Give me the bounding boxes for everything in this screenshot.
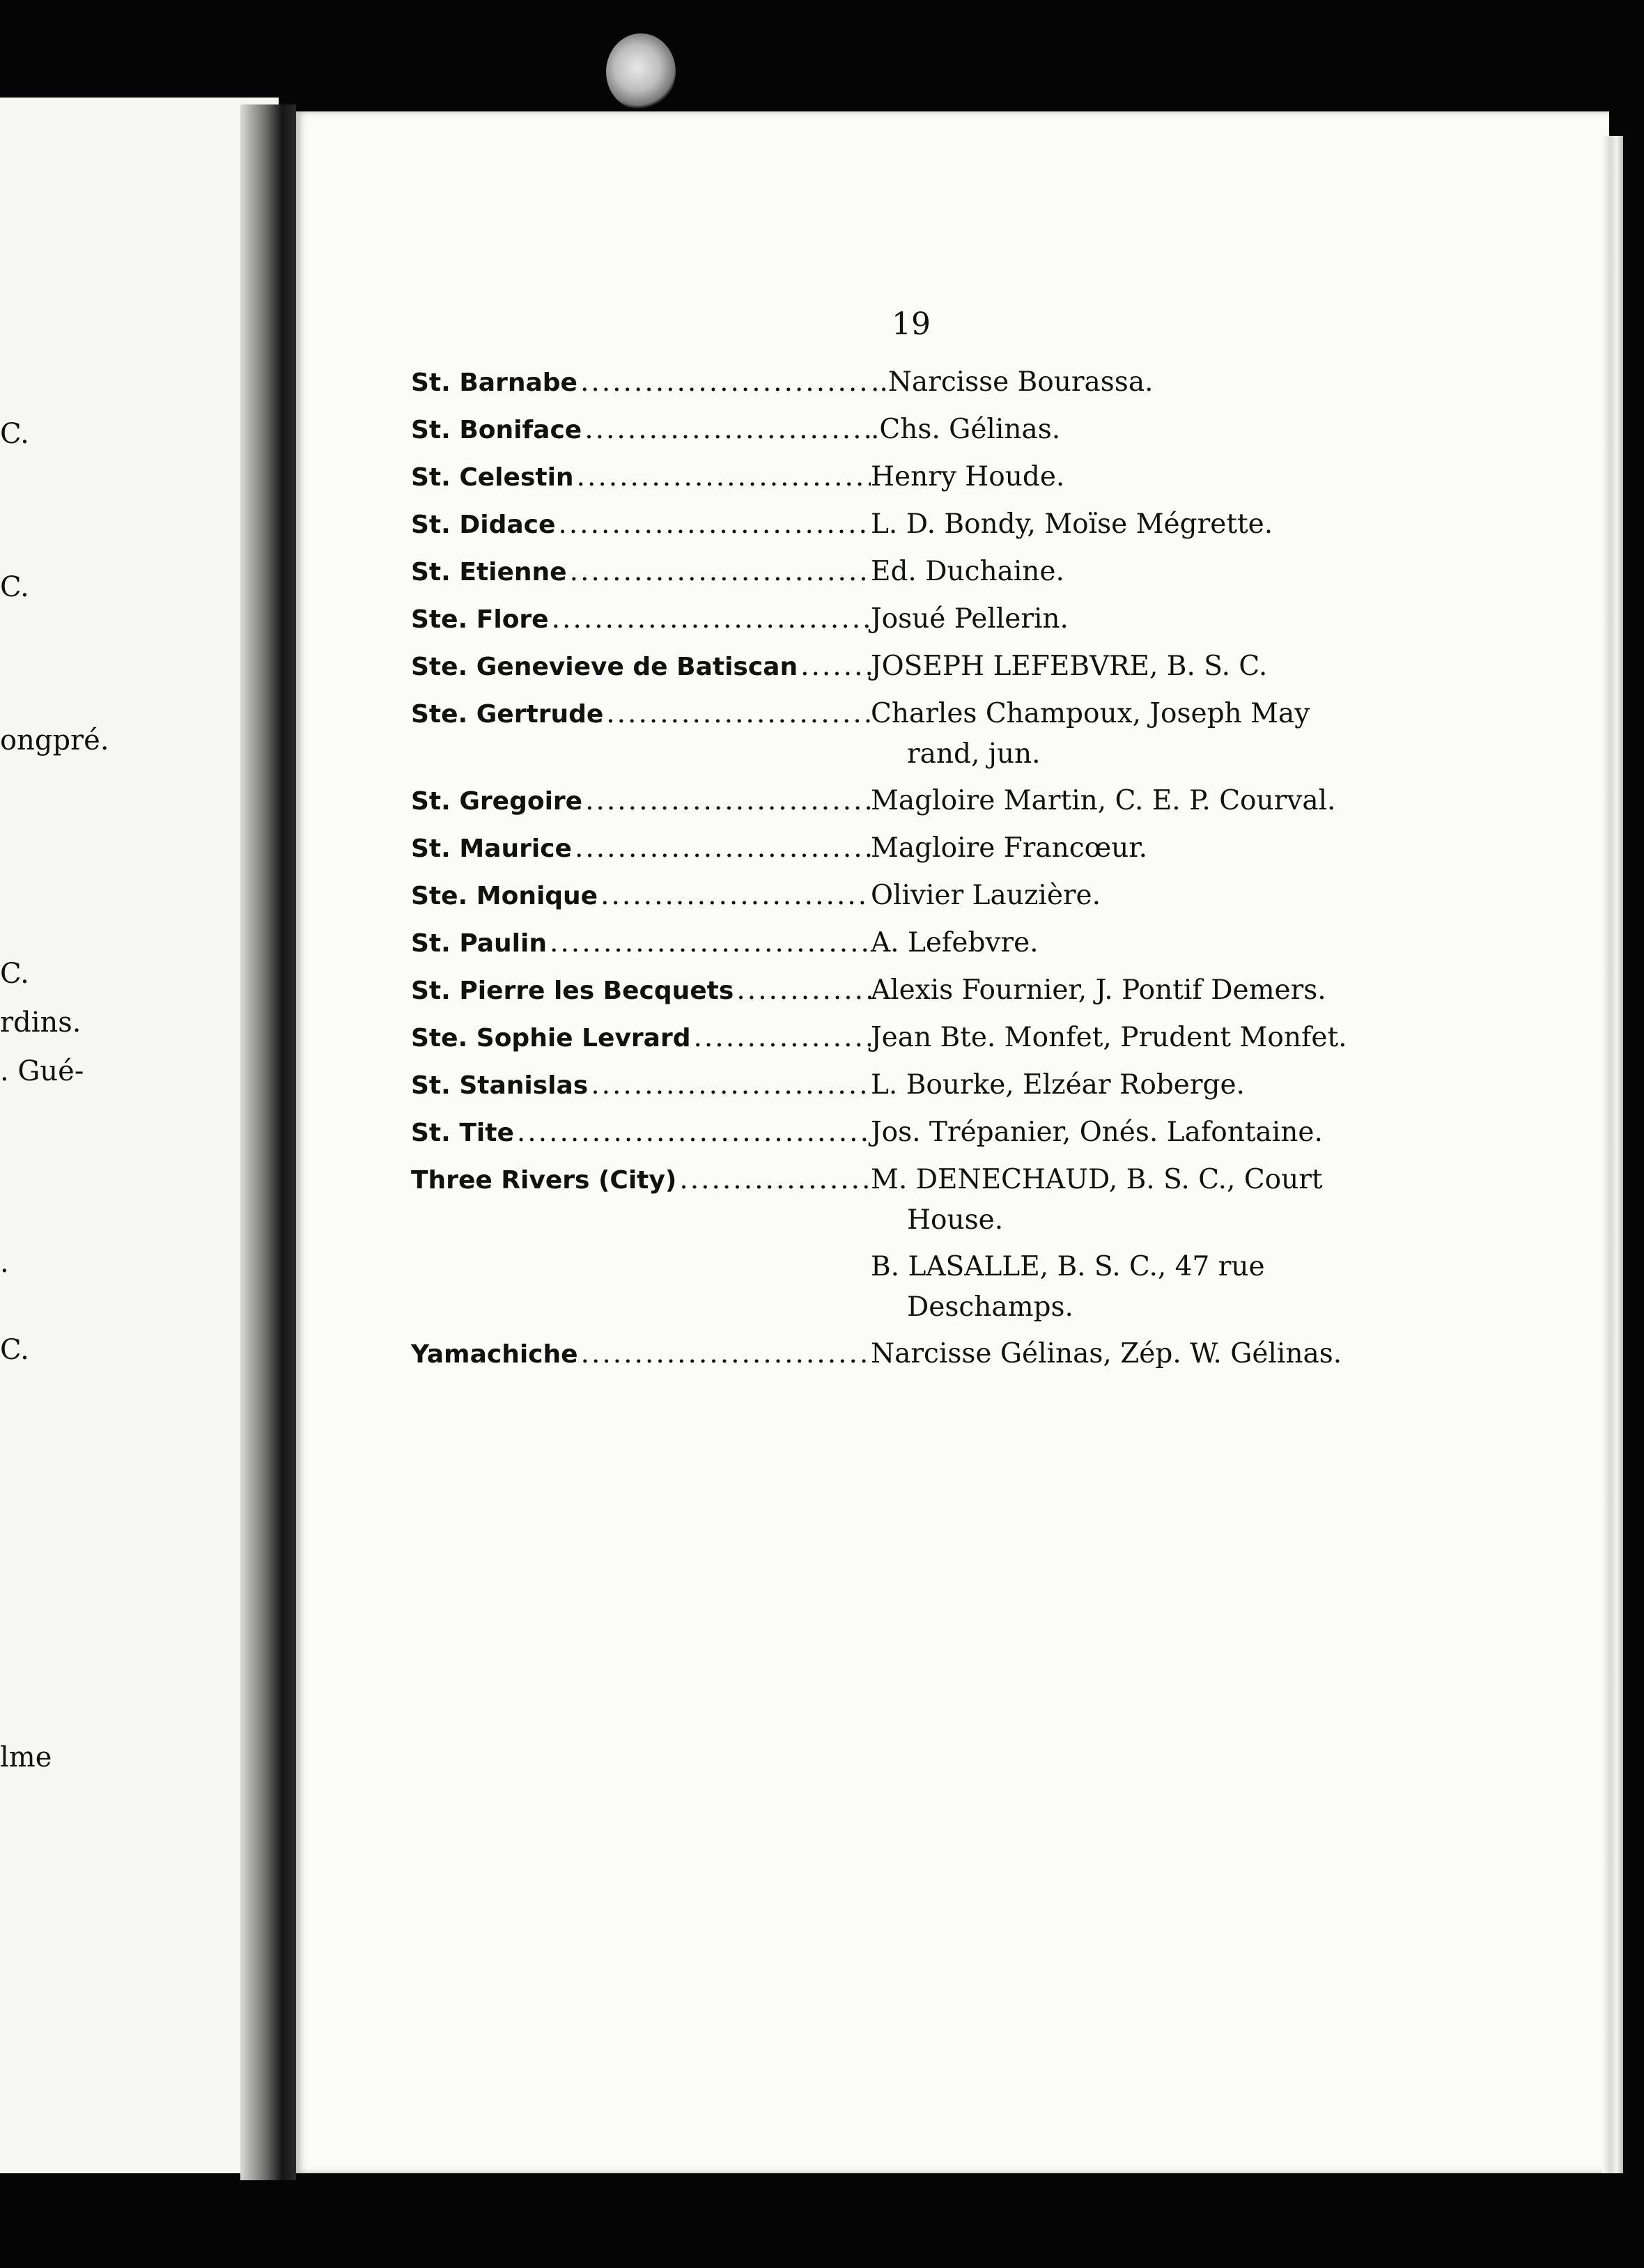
official-names	[871, 457, 1386, 497]
place-name: Yamachiche	[411, 1340, 578, 1369]
dot-leader	[585, 781, 871, 821]
official-names-continuation: Deschamps.	[907, 1291, 1073, 1323]
directory-entry	[411, 1065, 1386, 1106]
directory-entry	[411, 1247, 1386, 1328]
dot-leader	[575, 828, 871, 869]
dot-leader	[558, 504, 871, 545]
official-names-line: L. Bourke, Elzéar Roberge.	[871, 1069, 1245, 1101]
place-leader	[411, 1018, 871, 1059]
left-page-fragment: . Gué-	[0, 1055, 84, 1087]
left-page-fragment: lme	[0, 1741, 52, 1773]
official-names-line: B. LASALLE, B. S. C., 47 rue	[871, 1251, 1265, 1282]
directory-entry	[411, 1334, 1386, 1375]
place-leader	[411, 694, 871, 735]
dot-leader	[600, 876, 871, 916]
directory-entry	[411, 781, 1386, 822]
dot-leader	[694, 1018, 871, 1058]
place-name: St. Barnabe	[411, 368, 577, 397]
official-names	[871, 362, 1386, 403]
place-leader	[411, 781, 871, 822]
place-name: St. Didace	[411, 511, 556, 539]
official-names	[871, 552, 1386, 592]
official-names-line: Magloire Francœur.	[871, 832, 1148, 864]
official-names	[871, 1112, 1386, 1153]
dot-leader	[679, 1160, 871, 1200]
official-names	[871, 923, 1386, 963]
left-page-fragment: ongpré.	[0, 724, 109, 756]
official-names-line: Narcisse Gélinas, Zép. W. Gélinas.	[871, 1338, 1342, 1369]
directory-entry	[411, 362, 1386, 403]
place-name: Three Rivers (City)	[411, 1166, 677, 1195]
official-names-line: M. DENECHAUD, B. S. C., Court	[871, 1164, 1323, 1195]
left-page-fragment: C.	[0, 1334, 29, 1366]
official-names-line: L. D. Bondy, Moïse Mégrette.	[871, 508, 1273, 540]
place-leader	[411, 876, 871, 917]
official-names-line: A. Lefebvre.	[871, 927, 1039, 958]
place-leader	[411, 923, 871, 964]
official-names-continuation: rand, jun.	[907, 738, 1041, 770]
official-names-line: Josué Pellerin.	[871, 603, 1069, 635]
place-name: Ste. Gertrude	[411, 700, 604, 729]
official-names-line: JOSEPH LEFEBVRE, B. S. C.	[871, 651, 1268, 682]
dot-leader	[552, 599, 871, 639]
directory-entry	[411, 828, 1386, 869]
official-names	[871, 1160, 1386, 1241]
official-names	[871, 410, 1386, 450]
dot-leader	[591, 1065, 871, 1105]
dot-leader	[580, 362, 871, 403]
place-leader	[411, 1160, 871, 1201]
official-names-line: Jean Bte. Monfet, Prudent Monfet.	[871, 1022, 1347, 1053]
directory-entry	[411, 1160, 1386, 1241]
place-leader	[411, 410, 871, 451]
place-name: Ste. Sophie Levrard	[411, 1024, 691, 1053]
official-names-line: Henry Houde.	[871, 461, 1065, 492]
directory-entry	[411, 552, 1386, 593]
place-name: St. Gregoire	[411, 787, 583, 816]
official-names	[871, 646, 1386, 687]
official-names	[871, 599, 1386, 639]
place-leader	[411, 646, 871, 688]
page-number: 19	[892, 306, 931, 342]
official-names	[871, 1065, 1386, 1105]
directory-entry	[411, 1112, 1386, 1154]
ornament-stamp	[606, 33, 676, 110]
official-names	[871, 876, 1386, 916]
official-names	[871, 970, 1386, 1011]
left-page-fragment: rdins.	[0, 1007, 82, 1039]
page-edge	[1602, 136, 1623, 2173]
directory-entry	[411, 694, 1386, 775]
dot-leader	[570, 552, 871, 592]
official-names-continuation: House.	[907, 1204, 1004, 1236]
official-names	[871, 1334, 1386, 1374]
left-page	[0, 98, 279, 2173]
directory-entry	[411, 1018, 1386, 1059]
dot-leader	[581, 1334, 871, 1374]
place-name: St. Pierre les Becquets	[411, 977, 734, 1005]
place-leader	[411, 970, 871, 1011]
official-names	[871, 504, 1386, 545]
place-leader	[411, 1112, 871, 1154]
place-name: St. Boniface	[411, 416, 582, 444]
book-gutter	[240, 104, 296, 2180]
left-page-fragment: .	[0, 1247, 9, 1279]
place-name: St. Stanislas	[411, 1071, 589, 1100]
place-name: Ste. Monique	[411, 882, 598, 910]
left-page-fragment: C.	[0, 571, 29, 603]
place-name: St. Tite	[411, 1119, 514, 1147]
dot-leader	[736, 970, 871, 1011]
official-names-line: Alexis Fournier, J. Pontif Demers.	[871, 974, 1326, 1006]
directory-entry	[411, 599, 1386, 640]
dot-leader	[800, 646, 871, 687]
directory-list	[411, 362, 1386, 1381]
place-name: St. Maurice	[411, 834, 572, 863]
directory-entry	[411, 876, 1386, 917]
place-name: St. Paulin	[411, 929, 547, 958]
place-name: Ste. Genevieve de Batiscan	[411, 653, 798, 681]
directory-entry	[411, 504, 1386, 545]
official-names	[871, 1018, 1386, 1058]
official-names	[871, 828, 1386, 869]
left-page-text-fragments	[0, 98, 279, 2173]
place-name: St. Etienne	[411, 558, 567, 587]
place-leader	[411, 457, 871, 498]
official-names-line: Olivier Lauzière.	[871, 880, 1101, 911]
left-page-fragment: C.	[0, 958, 29, 990]
dot-leader	[584, 410, 871, 450]
directory-entry	[411, 410, 1386, 451]
dot-leader	[577, 457, 871, 497]
directory-entry	[411, 970, 1386, 1011]
official-names	[871, 1247, 1386, 1328]
official-names	[871, 694, 1386, 775]
place-leader	[411, 362, 871, 403]
place-leader	[411, 552, 871, 593]
place-name: Ste. Flore	[411, 605, 549, 634]
official-names-line: Charles Champoux, Joseph May	[871, 698, 1310, 729]
directory-entry	[411, 923, 1386, 964]
place-leader	[411, 504, 871, 545]
left-page-fragment: C.	[0, 418, 29, 450]
place-leader	[411, 828, 871, 869]
dot-leader	[550, 923, 871, 963]
place-name: St. Celestin	[411, 463, 574, 492]
official-names-line: Ed. Duchaine.	[871, 556, 1064, 587]
place-leader	[411, 1065, 871, 1106]
official-names-line: .Chs. Gélinas.	[871, 414, 1061, 445]
official-names-line: Jos. Trépanier, Onés. Lafontaine.	[871, 1117, 1323, 1148]
directory-entry	[411, 457, 1386, 498]
directory-entry	[411, 646, 1386, 688]
dot-leader	[606, 694, 871, 734]
official-names	[871, 781, 1386, 821]
place-leader	[411, 1334, 871, 1375]
dot-leader	[517, 1112, 871, 1153]
place-leader	[411, 599, 871, 640]
official-names-line: Magloire Martin, C. E. P. Courval.	[871, 785, 1336, 816]
official-names-line: ..Narcisse Bourassa.	[871, 366, 1154, 398]
